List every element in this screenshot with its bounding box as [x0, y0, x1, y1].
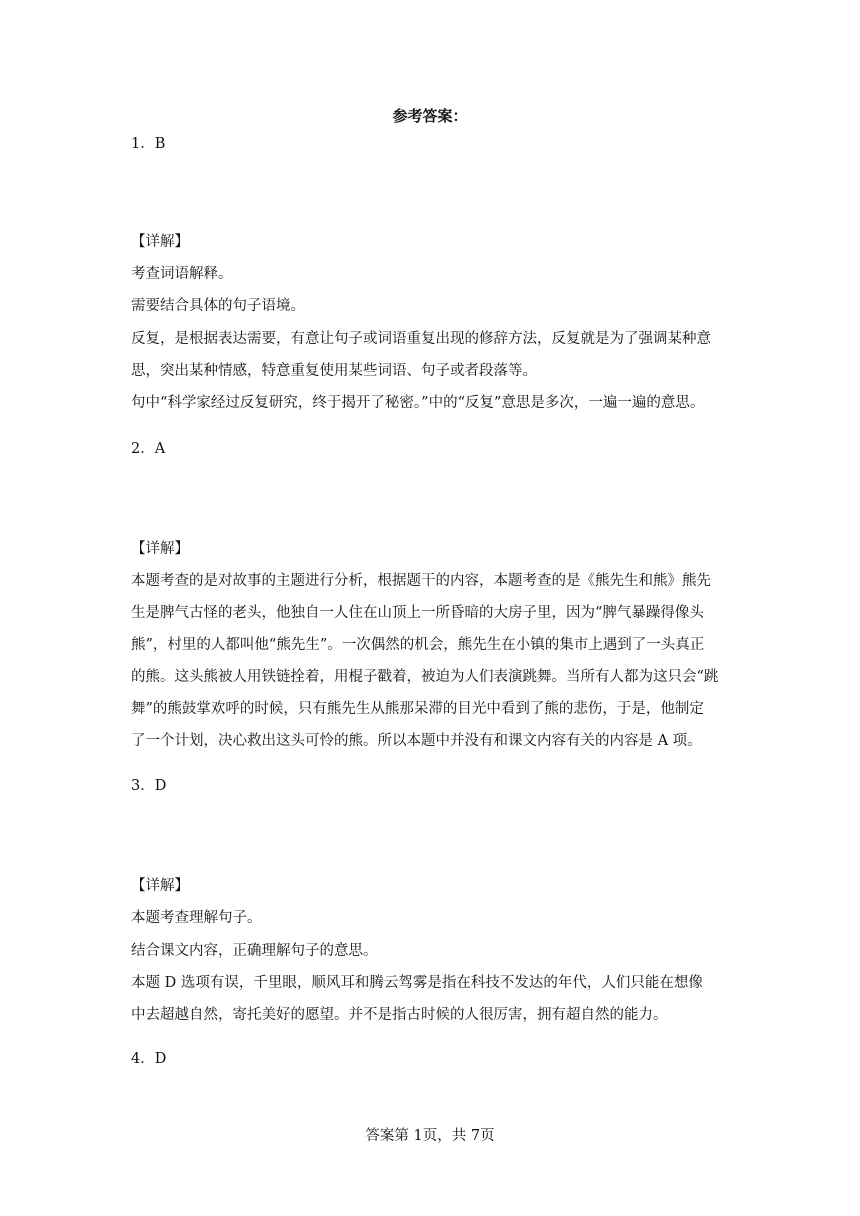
page-footer: 答案第 1页，共 7页 [365, 1128, 495, 1144]
answer-number: 2．A [131, 441, 166, 457]
explanation-line: 本题 D 选项有误，千里眼，顺风耳和腾云驾雾是指在科技不发达的年代，人们只能在想像 [131, 975, 703, 991]
explanation-line: 的熊。这头熊被人用铁链拴着，用棍子戳着，被迫为人们表演跳舞。当所有人都为这只会“跳 [131, 669, 719, 685]
explanation-line: 生是脾气古怪的老头，他独自一人住在山顶上一所昏暗的大房子里，因为“脾气暴躁得像头 [131, 605, 704, 621]
explanation-line: 熊”，村里的人都叫他“熊先生”。一次偶然的机会，熊先生在小镇的集市上遇到了一头真正 [131, 637, 705, 653]
page-title: 参考答案： [392, 107, 468, 125]
explanation-line: 结合课文内容，正确理解句子的意思。 [131, 943, 378, 959]
explanation-line: 本题考查理解句子。 [131, 910, 262, 926]
answer-number: 4．D [131, 1051, 167, 1067]
explanation-heading: 【详解】 [131, 878, 189, 894]
explanation-line: 中去超越自然，寄托美好的愿望。并不是指古时候的人很厉害，拥有超自然的能力。 [131, 1007, 668, 1023]
explanation-line: 考查词语解释。 [131, 266, 233, 282]
explanation-line: 反复，是根据表达需要，有意让句子或词语重复出现的修辞方法，反复就是为了强调某种意 [131, 331, 711, 347]
explanation-line: 思，突出某种情感，特意重复使用某些词语、句子或者段落等。 [131, 363, 537, 379]
explanation-heading: 【详解】 [131, 541, 189, 557]
explanation-line: 舞”的熊鼓掌欢呼的时候，只有熊先生从熊那呆滞的目光中看到了熊的悲伤，于是，他制定 [131, 701, 704, 717]
explanation-line: 句中“科学家经过反复研究，终于揭开了秘密。”中的“反复”意思是多次，一遍一遍的意思。 [131, 395, 705, 411]
answer-number: 1．B [131, 136, 166, 152]
answer-number: 3．D [131, 778, 167, 794]
explanation-heading: 【详解】 [131, 234, 189, 250]
explanation-line: 了一个计划，决心救出这头可怜的熊。所以本题中并没有和课文内容有关的内容是 A 项。 [131, 733, 702, 749]
explanation-line: 需要结合具体的句子语境。 [131, 298, 305, 314]
explanation-line: 本题考查的是对故事的主题进行分析，根据题干的内容，本题考查的是《熊先生和熊》熊先 [131, 573, 711, 589]
